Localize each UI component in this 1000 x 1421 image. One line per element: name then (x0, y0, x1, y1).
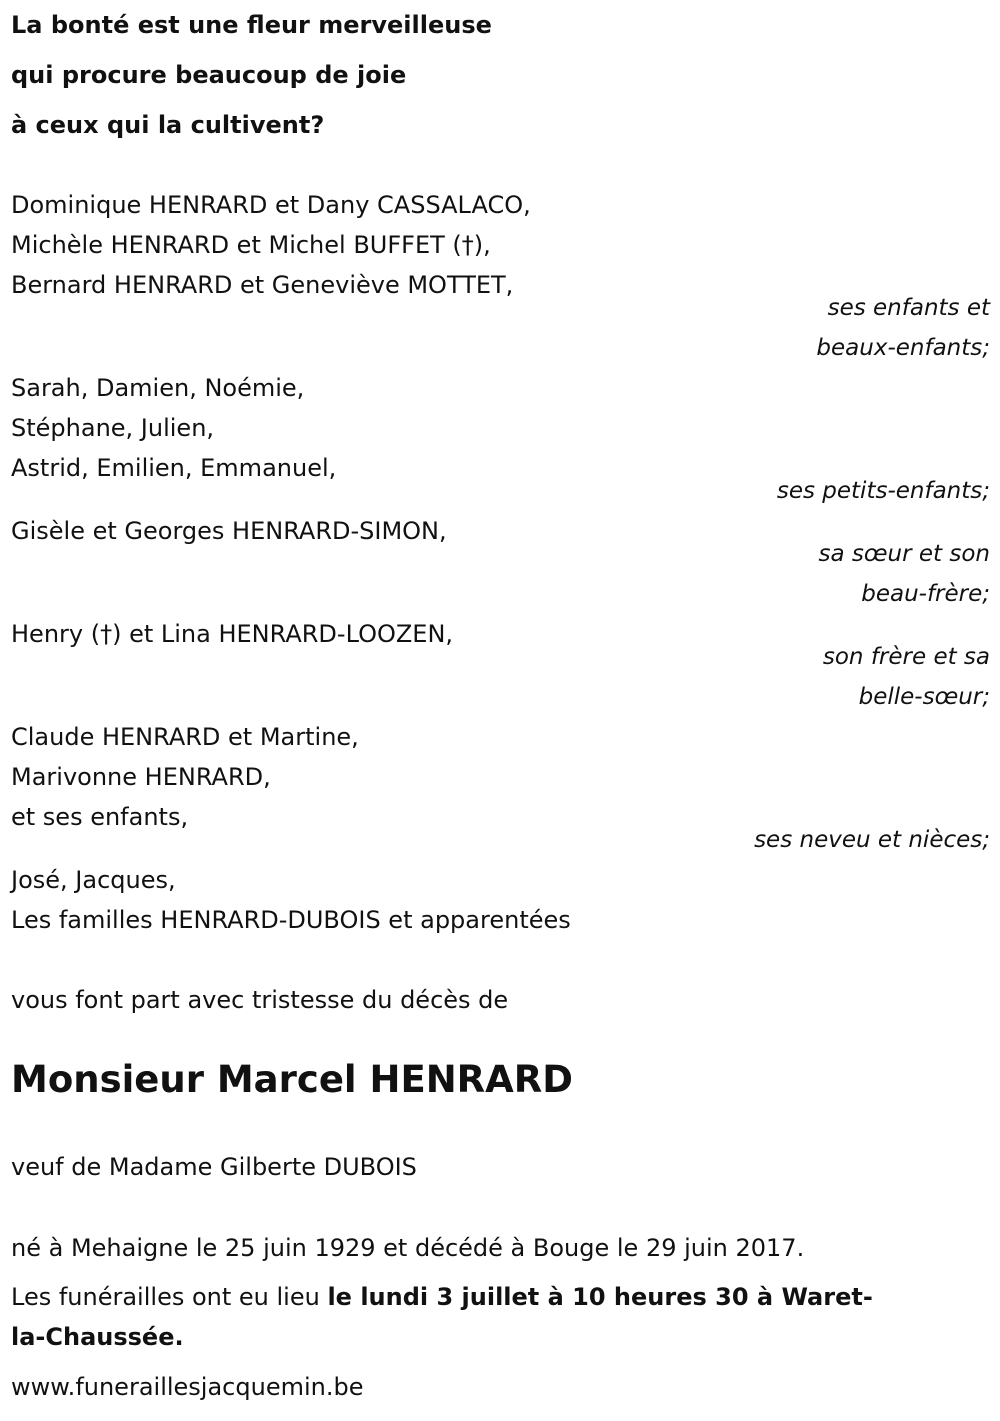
family-line: Henry (†) et Lina HENRARD-LOOZEN, (11, 620, 454, 648)
birth-death-text: né à Mehaigne le 25 juin 1929 et décédé à Bouge le 29 juin 2017. (11, 1234, 805, 1262)
family-line: Claude HENRARD et Martine, (11, 723, 359, 751)
funeral-line-1 (11, 1282, 873, 1312)
relation-label: belle-sœur; (858, 684, 990, 710)
relation-label: sa sœur et son (818, 541, 990, 567)
relation-label: ses petits-enfants; (776, 478, 990, 504)
quote-line-2: qui procure beaucoup de joie (11, 61, 407, 89)
relation-label: beaux-enfants; (816, 335, 990, 361)
quote-line-3: à ceux qui la cultivent? (11, 111, 325, 139)
relation-label: son frère et sa (822, 644, 990, 670)
relation-label: ses enfants et (827, 295, 990, 321)
family-line: Stéphane, Julien, (11, 414, 215, 442)
family-line: Dominique HENRARD et Dany CASSALACO, (11, 191, 531, 219)
relation-label: beau-frère; (861, 581, 990, 607)
relation-label: ses neveu et nièces; (754, 827, 990, 853)
family-line: Sarah, Damien, Noémie, (11, 374, 305, 402)
family-line: Bernard HENRARD et Geneviève MOTTET, (11, 271, 514, 299)
announcement-text: vous font part avec tristesse du décès de (11, 986, 509, 1014)
website-link[interactable]: www.funeraillesjacquemin.be (11, 1373, 364, 1401)
widower-text: veuf de Madame Gilberte DUBOIS (11, 1153, 417, 1181)
deceased-name: Monsieur Marcel HENRARD (11, 1058, 574, 1101)
funeral-intro: Les funérailles ont eu lieu (11, 1283, 328, 1311)
funeral-details-cont: la-Chaussée. (11, 1323, 184, 1351)
quote-line-1: La bonté est une fleur merveilleuse (11, 11, 492, 39)
family-line: Gisèle et Georges HENRARD-SIMON, (11, 517, 447, 545)
family-line: Astrid, Emilien, Emmanuel, (11, 454, 337, 482)
family-line: Les familles HENRARD-DUBOIS et apparentées (11, 906, 571, 934)
family-line: Marivonne HENRARD, (11, 763, 271, 791)
funeral-details: le lundi 3 juillet à 10 heures 30 à Waret- (327, 1283, 873, 1311)
family-line: José, Jacques, (11, 866, 176, 894)
family-line: Michèle HENRARD et Michel BUFFET (†), (11, 231, 491, 259)
family-line: et ses enfants, (11, 803, 189, 831)
